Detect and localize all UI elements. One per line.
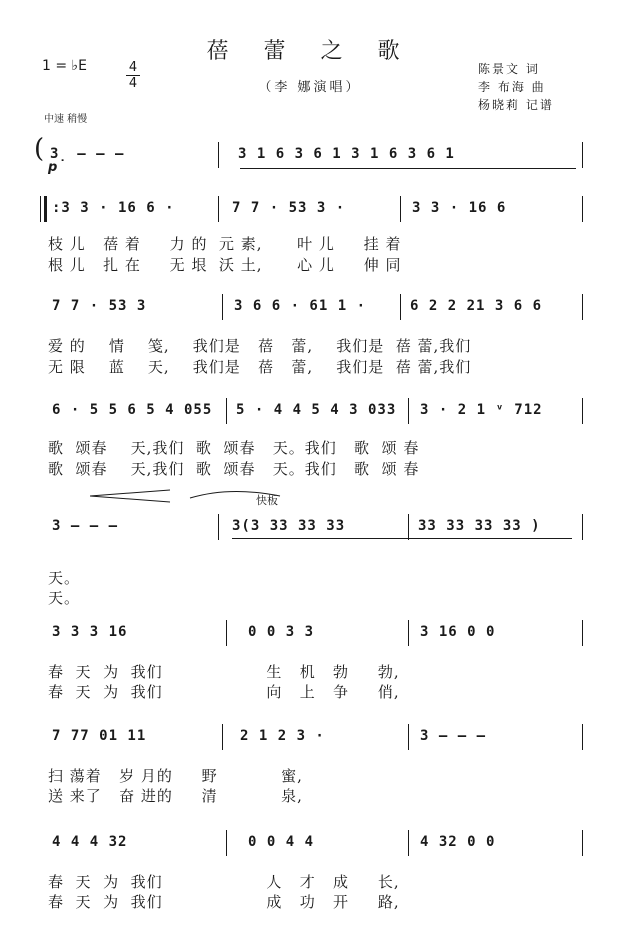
dynamic-marking: p [48, 160, 58, 175]
measure: 2 1 2 3 · [240, 728, 325, 744]
measure: 0 0 3 3 [248, 624, 315, 640]
meter-top: 4 [128, 60, 138, 75]
measure: 3 16 0 0 [420, 624, 496, 640]
lyric-verse-2: 无 限 蓝 天, 我们是 蓓 蕾, 我们是 蓓 蕾,我们 [48, 358, 472, 376]
notation-system-2 [0, 200, 620, 218]
barline [582, 294, 583, 320]
measure: 7 7 · 53 3 [52, 298, 147, 314]
notation-system-7 [0, 728, 620, 746]
lyric-verse-2: 送 来了 奋 进的 清 泉, [48, 787, 303, 805]
barline [400, 294, 401, 320]
measure: 4 4 4 32 [52, 834, 128, 850]
lyric-verse-1: 春 天 为 我们 人 才 成 长, [48, 873, 400, 891]
measure: 3 3 3 16 [52, 624, 128, 640]
notation-system-1 [0, 146, 620, 164]
barline [222, 294, 223, 320]
credit-composer: 李 布海 曲 [478, 80, 546, 94]
lyric-verse-2: 根 儿 扎 在 无 垠 沃 土, 心 儿 伸 同 [48, 256, 402, 274]
lyric-verse-2: 歌 颂春 天,我们 歌 颂春 天。我们 歌 颂 春 [48, 460, 420, 478]
lyric-verse-1: 春 天 为 我们 生 机 勃 勃, [48, 663, 400, 681]
barline [582, 514, 583, 540]
song-subtitle: （李 娜演唱） [258, 80, 362, 95]
beam-underline [232, 538, 572, 539]
barline [226, 398, 227, 424]
barline [582, 196, 583, 222]
measure: 3 1 6 3 6 1 3 1 6 3 6 1 [238, 146, 455, 162]
measure: 3 — — — [52, 518, 119, 534]
barline [218, 142, 219, 168]
barline [408, 620, 409, 646]
barline [582, 142, 583, 168]
barline [408, 514, 409, 540]
key-signature: 1 = ♭E [42, 58, 87, 74]
notation-system-4 [0, 402, 620, 420]
lyric-verse-1: 枝 儿 蓓 着 力 的 元 素, 叶 儿 挂 着 [48, 235, 402, 253]
measure: 6 · 5 5 6 5 4 055 [52, 402, 213, 418]
measure: 4 32 0 0 [420, 834, 496, 850]
barline [218, 514, 219, 540]
notation-system-6 [0, 624, 620, 642]
barline [408, 398, 409, 424]
lyric-verse-1: 歌 颂春 天,我们 歌 颂春 天。我们 歌 颂 春 [48, 439, 420, 457]
measure: 7 7 · 53 3 · [232, 200, 346, 216]
beam-underline [240, 168, 576, 169]
barline [582, 724, 583, 750]
brace-glyph: ( [34, 134, 45, 164]
credit-lyricist: 陈景文 词 [478, 62, 540, 76]
measure: 3 · 2 1 ᵛ 712 [420, 402, 543, 418]
song-title: 蓓 蕾 之 歌 [206, 39, 414, 64]
barline [582, 830, 583, 856]
measure: 3 6 6 · 61 1 · [234, 298, 367, 314]
repeat-barline [40, 196, 41, 222]
barline [408, 830, 409, 856]
barline [400, 196, 401, 222]
notation-system-3 [0, 298, 620, 316]
measure: 7 77 01 11 [52, 728, 147, 744]
barline [408, 724, 409, 750]
barline [218, 196, 219, 222]
lyric-verse-1: 扫 蕩着 岁 月的 野 蜜, [48, 767, 303, 785]
tempo-marking: 中速 稍慢 [44, 114, 88, 125]
measure: 5 · 4 4 5 4 3 033 [236, 402, 397, 418]
measure: 0 0 4 4 [248, 834, 315, 850]
barline [226, 620, 227, 646]
measure: 3(3 33 33 33 [232, 518, 346, 534]
measure: :3 3 · 16 6 · [52, 200, 175, 216]
measure: 3 — — — [420, 728, 487, 744]
barline [226, 830, 227, 856]
lyric-verse-2: 春 天 为 我们 成 功 开 路, [48, 893, 400, 911]
measure: 33 33 33 33 ) [418, 518, 541, 534]
barline [222, 724, 223, 750]
barline [582, 398, 583, 424]
measure: 6 2 2 21 3 6 6 [410, 298, 543, 314]
meter-bottom: 4 [126, 75, 140, 91]
lyric-verse-2: 春 天 为 我们 向 上 争 俏, [48, 683, 400, 701]
lyric-verse-1: 爱 的 情 笺, 我们是 蓓 蕾, 我们是 蓓 蕾,我们 [48, 337, 472, 355]
measure: 3̣ — — — [50, 146, 125, 162]
notation-system-8 [0, 834, 620, 852]
lyric-verse-1: 天。 [48, 569, 81, 587]
tempo-change-marking: 快板 [256, 494, 278, 507]
lyric-verse-2: 天。 [48, 589, 81, 607]
barline [582, 620, 583, 646]
time-signature [126, 60, 140, 91]
notation-system-5 [0, 518, 620, 536]
measure: 3 3 · 16 6 [412, 200, 507, 216]
credit-transcriber: 杨晓莉 记谱 [478, 98, 554, 112]
